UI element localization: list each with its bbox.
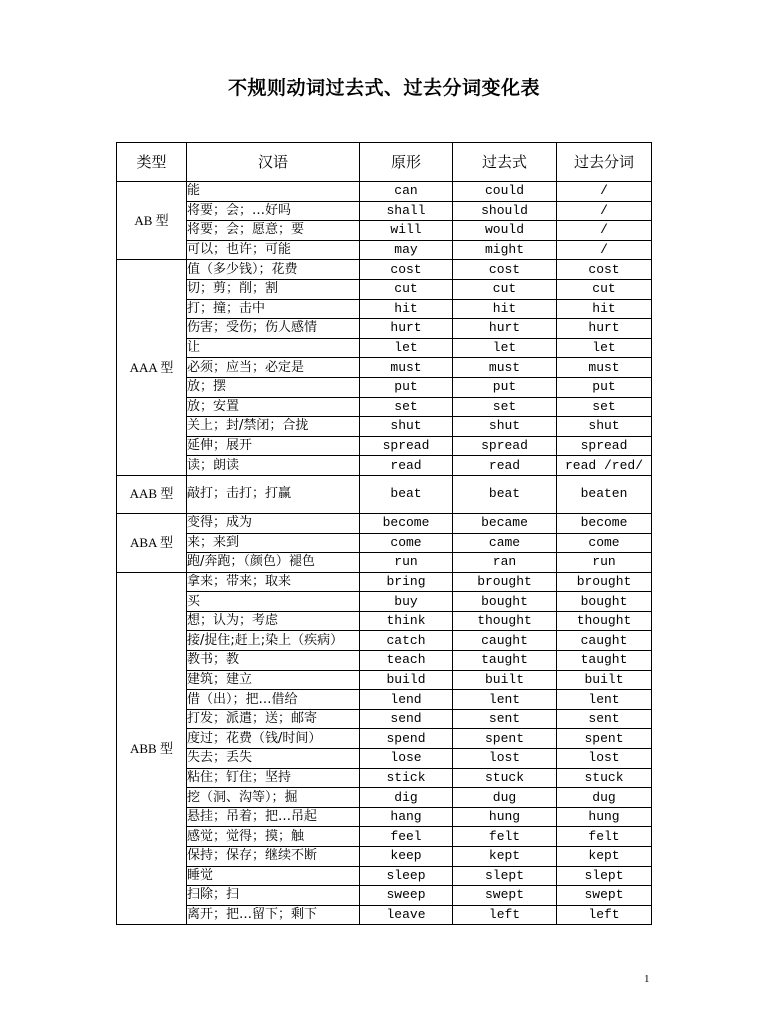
base-form-cell: lose [360,749,453,769]
chinese-meaning-cell: 让 [187,338,360,358]
past-tense-cell: set [453,397,557,417]
chinese-meaning-cell: 将要；会；愿意；要 [187,221,360,241]
chinese-meaning-cell: 跑/奔跑；（颜色）褪色 [187,553,360,573]
base-form-cell: cut [360,279,453,299]
table-row [117,319,652,339]
chinese-meaning-cell: 扫除；扫 [187,886,360,906]
chinese-meaning-cell: 悬挂；吊着；把…吊起 [187,807,360,827]
base-form-cell: will [360,221,453,241]
table-row [117,611,652,631]
table-row [117,436,652,456]
table-row [117,475,652,513]
past-participle-cell: cut [557,279,652,299]
chinese-meaning-cell: 关上；封/禁闭；合拢 [187,417,360,437]
past-participle-cell: read /red/ [557,456,652,476]
past-tense-cell: brought [453,572,557,592]
table-row [117,338,652,358]
table-row [117,788,652,808]
table-row [117,866,652,886]
chinese-meaning-cell: 放；安置 [187,397,360,417]
base-form-cell: catch [360,631,453,651]
table-row [117,279,652,299]
past-participle-cell: come [557,533,652,553]
past-tense-cell: ran [453,553,557,573]
past-participle-cell: let [557,338,652,358]
header-chinese: 汉语 [187,143,360,182]
past-tense-cell: must [453,358,557,378]
table-row [117,260,652,280]
past-participle-cell: hung [557,807,652,827]
chinese-meaning-cell: 接/捉住;赶上;染上（疾病） [187,631,360,651]
base-form-cell: must [360,358,453,378]
chinese-meaning-cell: 失去；丢失 [187,749,360,769]
table-row [117,709,652,729]
past-participle-cell: hit [557,299,652,319]
past-tense-cell: read [453,456,557,476]
base-form-cell: stick [360,768,453,788]
irregular-verbs-table [116,142,652,925]
past-tense-cell: caught [453,631,557,651]
table-row [117,729,652,749]
past-participle-cell: spread [557,436,652,456]
past-tense-cell: let [453,338,557,358]
past-tense-cell: stuck [453,768,557,788]
chinese-meaning-cell: 放；摆 [187,377,360,397]
past-tense-cell: put [453,377,557,397]
base-form-cell: shut [360,417,453,437]
chinese-meaning-cell: 度过；花费（钱/时间） [187,729,360,749]
past-participle-cell: slept [557,866,652,886]
base-form-cell: run [360,553,453,573]
past-tense-cell: shut [453,417,557,437]
table-row [117,827,652,847]
past-participle-cell: brought [557,572,652,592]
table-row [117,417,652,437]
past-participle-cell: lost [557,749,652,769]
header-type: 类型 [117,143,187,182]
chinese-meaning-cell: 建筑；建立 [187,670,360,690]
page-title: 不规则动词过去式、过去分词变化表 [227,77,540,99]
chinese-meaning-cell: 买 [187,592,360,612]
verb-type-cell: AB 型 [117,182,187,260]
chinese-meaning-cell: 挖（洞、沟等）；掘 [187,788,360,808]
base-form-cell: let [360,338,453,358]
chinese-meaning-cell: 必须；应当；必定是 [187,358,360,378]
past-tense-cell: kept [453,847,557,867]
past-participle-cell: taught [557,651,652,671]
past-participle-cell: dug [557,788,652,808]
past-participle-cell: put [557,377,652,397]
past-tense-cell: hung [453,807,557,827]
base-form-cell: beat [360,475,453,513]
past-tense-cell: thought [453,611,557,631]
table-row [117,807,652,827]
table-row [117,240,652,260]
base-form-cell: become [360,513,453,533]
base-form-cell: build [360,670,453,690]
past-tense-cell: slept [453,866,557,886]
chinese-meaning-cell: 打发；派遣；送；邮寄 [187,709,360,729]
past-participle-cell: left [557,905,652,925]
base-form-cell: hang [360,807,453,827]
table-row [117,886,652,906]
base-form-cell: lend [360,690,453,710]
table-row [117,905,652,925]
base-form-cell: sweep [360,886,453,906]
verb-type-cell: ABB 型 [117,572,187,925]
chinese-meaning-cell: 来；来到 [187,533,360,553]
table-row [117,749,652,769]
past-tense-cell: left [453,905,557,925]
past-participle-cell: swept [557,886,652,906]
chinese-meaning-cell: 敲打；击打；打赢 [187,475,360,513]
chinese-meaning-cell: 想；认为；考虑 [187,611,360,631]
past-participle-cell: hurt [557,319,652,339]
base-form-cell: come [360,533,453,553]
past-participle-cell: stuck [557,768,652,788]
chinese-meaning-cell: 变得；成为 [187,513,360,533]
verb-type-cell: ABA 型 [117,513,187,572]
chinese-meaning-cell: 睡觉 [187,866,360,886]
table-row [117,221,652,241]
past-participle-cell: caught [557,631,652,651]
base-form-cell: spread [360,436,453,456]
chinese-meaning-cell: 教书；教 [187,651,360,671]
past-tense-cell: hurt [453,319,557,339]
past-tense-cell: lost [453,749,557,769]
base-form-cell: think [360,611,453,631]
past-tense-cell: beat [453,475,557,513]
base-form-cell: dig [360,788,453,808]
base-form-cell: read [360,456,453,476]
chinese-meaning-cell: 离开；把…留下；剩下 [187,905,360,925]
past-tense-cell: spent [453,729,557,749]
past-participle-cell: kept [557,847,652,867]
table-body [117,182,652,925]
base-form-cell: send [360,709,453,729]
chinese-meaning-cell: 打；撞；击中 [187,299,360,319]
past-tense-cell: bought [453,592,557,612]
header-past-tense: 过去式 [453,143,557,182]
table-row [117,533,652,553]
table-row [117,201,652,221]
base-form-cell: set [360,397,453,417]
past-participle-cell: run [557,553,652,573]
base-form-cell: cost [360,260,453,280]
chinese-meaning-cell: 保持；保存；继续不断 [187,847,360,867]
chinese-meaning-cell: 延伸；展开 [187,436,360,456]
past-participle-cell: spent [557,729,652,749]
table-row [117,553,652,573]
verb-type-cell: AAA 型 [117,260,187,476]
table-row [117,456,652,476]
past-participle-cell: shut [557,417,652,437]
past-participle-cell: lent [557,690,652,710]
past-tense-cell: dug [453,788,557,808]
base-form-cell: teach [360,651,453,671]
past-tense-cell: hit [453,299,557,319]
chinese-meaning-cell: 可以；也许；可能 [187,240,360,260]
base-form-cell: spend [360,729,453,749]
base-form-cell: may [360,240,453,260]
past-participle-cell: cost [557,260,652,280]
past-tense-cell: taught [453,651,557,671]
table-row [117,651,652,671]
table-row [117,768,652,788]
base-form-cell: shall [360,201,453,221]
table-row [117,670,652,690]
past-participle-cell: must [557,358,652,378]
chinese-meaning-cell: 粘住；钉住；坚持 [187,768,360,788]
base-form-cell: feel [360,827,453,847]
chinese-meaning-cell: 读；朗读 [187,456,360,476]
chinese-meaning-cell: 将要；会；…好吗 [187,201,360,221]
table-row [117,847,652,867]
past-participle-cell: felt [557,827,652,847]
past-participle-cell: bought [557,592,652,612]
past-participle-cell: sent [557,709,652,729]
past-tense-cell: built [453,670,557,690]
base-form-cell: sleep [360,866,453,886]
past-participle-cell: set [557,397,652,417]
past-participle-cell: thought [557,611,652,631]
chinese-meaning-cell: 切；剪；削；割 [187,279,360,299]
table-row [117,358,652,378]
past-participle-cell: built [557,670,652,690]
past-tense-cell: felt [453,827,557,847]
base-form-cell: can [360,182,453,202]
past-participle-cell: / [557,182,652,202]
base-form-cell: hurt [360,319,453,339]
page-number: 1 [644,973,650,985]
table-row [117,397,652,417]
chinese-meaning-cell: 借（出）；把…借给 [187,690,360,710]
table-header-row [117,143,652,182]
past-participle-cell: become [557,513,652,533]
table-row [117,690,652,710]
header-base-form: 原形 [360,143,453,182]
table-row [117,377,652,397]
chinese-meaning-cell: 感觉；觉得；摸；触 [187,827,360,847]
table-row [117,182,652,202]
table-row [117,513,652,533]
verb-type-cell: AAB 型 [117,475,187,513]
base-form-cell: keep [360,847,453,867]
past-tense-cell: swept [453,886,557,906]
past-tense-cell: could [453,182,557,202]
past-tense-cell: sent [453,709,557,729]
chinese-meaning-cell: 伤害；受伤；伤人感情 [187,319,360,339]
past-tense-cell: spread [453,436,557,456]
base-form-cell: buy [360,592,453,612]
chinese-meaning-cell: 能 [187,182,360,202]
past-participle-cell: / [557,240,652,260]
past-tense-cell: should [453,201,557,221]
past-participle-cell: / [557,221,652,241]
table-row [117,631,652,651]
table-row [117,572,652,592]
past-tense-cell: might [453,240,557,260]
past-tense-cell: lent [453,690,557,710]
past-participle-cell: / [557,201,652,221]
past-tense-cell: cut [453,279,557,299]
past-tense-cell: became [453,513,557,533]
table-row [117,299,652,319]
base-form-cell: leave [360,905,453,925]
table-row [117,592,652,612]
past-tense-cell: cost [453,260,557,280]
past-tense-cell: came [453,533,557,553]
chinese-meaning-cell: 拿来；带来；取来 [187,572,360,592]
base-form-cell: bring [360,572,453,592]
past-tense-cell: would [453,221,557,241]
base-form-cell: hit [360,299,453,319]
chinese-meaning-cell: 值（多少钱）；花费 [187,260,360,280]
header-past-participle: 过去分词 [557,143,652,182]
past-participle-cell: beaten [557,475,652,513]
base-form-cell: put [360,377,453,397]
